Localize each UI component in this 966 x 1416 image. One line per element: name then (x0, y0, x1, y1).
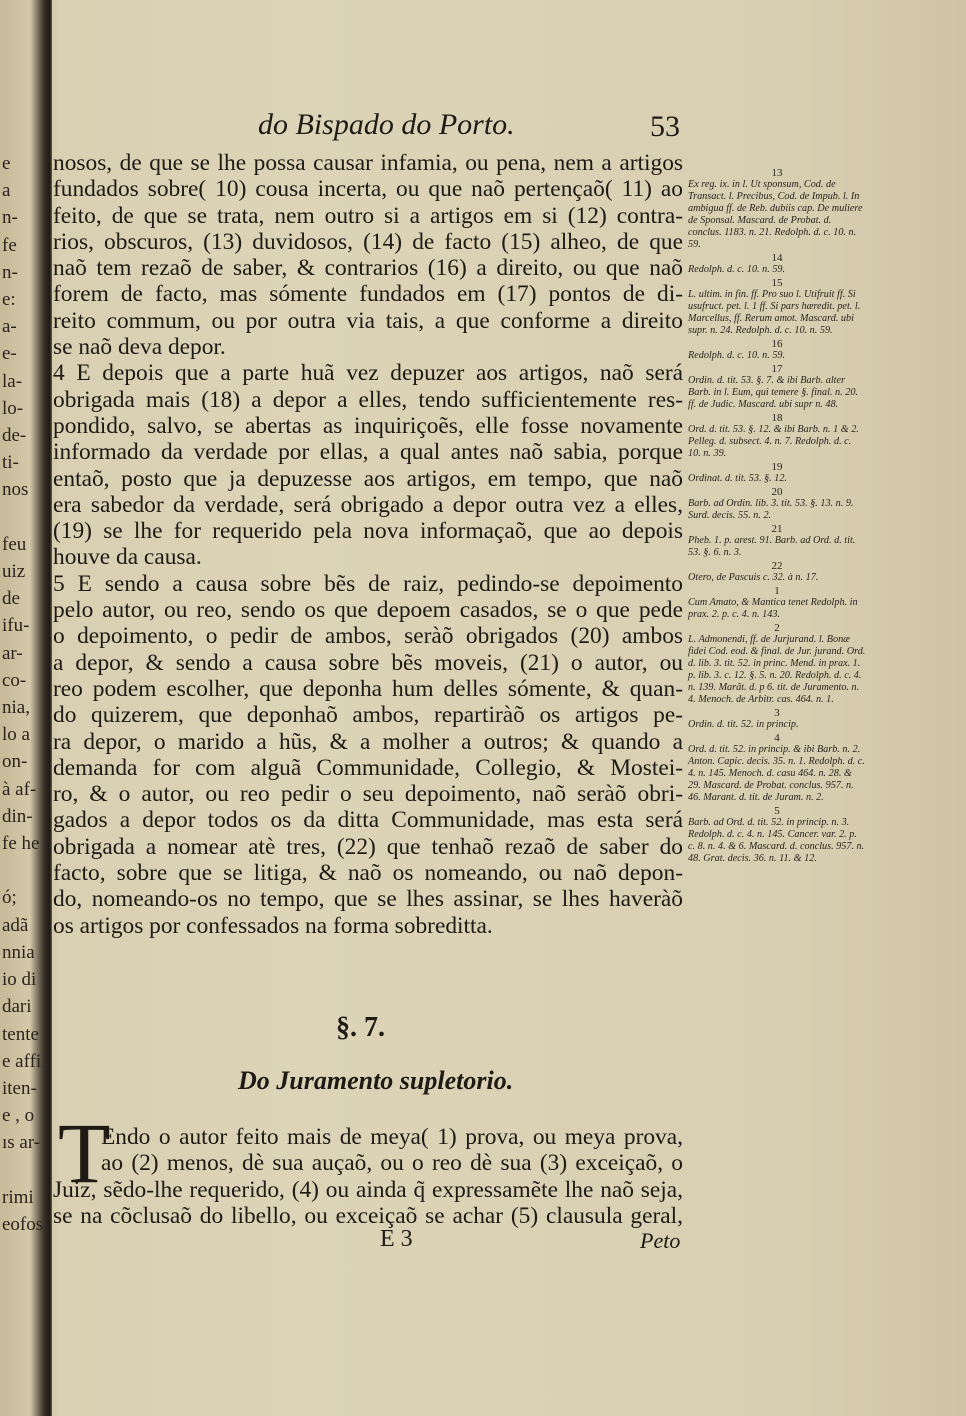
text-line: ra depor, o marido a hũs, & a molher a outros; & quando a (53, 728, 683, 755)
text-line: rios, obscuros, (13) duvidosos, (14) de facto (15) alheo, de que (53, 228, 683, 255)
note-text: L. Admonendi, ff. de Jurjurand. l. Bonæ fidei Cod. eod. & final. de Jur. jurand. Ord. d. lib. 3. tit. 52. in princ. Mend. in prax. 1. p. lib. 3. c. 12. §. 5. n. 20. Redolph. d. c. 4. n. 139. Marãt. d. p 6. tit. de Juramento. n. 4. Menoch. de Arbitr. cas. 464. n. 1. (688, 634, 866, 705)
text-line: forem de facto, mas sómente fundados em (17) pontos de di- (53, 281, 683, 308)
gutter-fragment: adã (2, 914, 29, 936)
text-line: Endo o autor feito mais de meya( 1) prova, ou meya prova, (101, 1124, 683, 1150)
note-number: 1 (774, 585, 780, 597)
gutter-fragment: dari (2, 996, 32, 1018)
gutter-fragment: de- (2, 425, 27, 447)
text-line: obrigada a nomear atè tres, (22) que tenhaõ rezaõ de saber do (53, 833, 683, 860)
gutter-fragment: à af- (2, 778, 37, 800)
marginal-note (688, 561, 866, 584)
note-number: 2 (774, 622, 780, 634)
gutter-fragment: a (2, 180, 11, 202)
gutter-fragment: rimi (2, 1186, 34, 1208)
note-text: Cum Amato, & Mantica tenet Redolph. in prax. 2. p. c. 4. n. 143. (688, 597, 858, 620)
section-heading: §. 7. (336, 1012, 385, 1043)
gutter-fragment: lo- (2, 397, 24, 419)
text-line: 5 E sendo a causa sobre bẽs de raiz, pedindo-se depoimento (53, 570, 683, 597)
note-text: Barb. ad Ord. d. tit. 52. in princip. n. 3. Redolph. d. c. 4. n. 145. Cancer. var. 2. p. c. 8. n. 4. & 6. Mascard. d. conclus. 957. n. 48. Grat. decis. 36. n. 11. & 12. (688, 817, 865, 864)
gutter-fragment: e- (2, 343, 17, 365)
note-text: Ordinat. d. tit. 53. §. 12. (688, 473, 787, 484)
text-line: obrigada mais (18) a depor a elles, tendo sufficientemente res- (53, 386, 683, 413)
marginal-note (688, 487, 866, 522)
note-text: Ordin. d. tit. 53. §. 7. & ibi Barb. alter Barb. in l. Eum, qui temere §. final. n. 20. ff. de Judic. Mascard. ubi supr n. 48. (688, 375, 858, 410)
gutter-fragment: de (2, 588, 20, 610)
gutter-fragment: a- (2, 316, 17, 338)
note-number: 13 (771, 167, 783, 179)
gutter-fragment: e , o (2, 1105, 35, 1127)
note-text: Ordin. d. tit. 52. in princip. (688, 719, 799, 730)
text-line: se na cõclusaõ do libello, ou exceiçaõ se achar (5) clausula geral, (53, 1202, 683, 1229)
note-text: Redolph. d. c. 10. n. 59. (688, 264, 786, 275)
text-line: naõ tem rezaõ de saber, & contrarios (16) a direito, ou que naõ (53, 255, 683, 282)
gutter-fragment: lo a (2, 724, 30, 746)
note-number: 21 (771, 523, 783, 535)
text-line: demanda for com alguã Communidade, Collegio, & Mostei- (53, 754, 683, 781)
running-header (258, 104, 698, 148)
facing-page-fragments (2, 150, 44, 1238)
marginal-note (688, 413, 866, 460)
note-text: Pheb. 1. p. arest. 91. Barb. ad Ord. d. tit. 53. §. 6. n. 3. (688, 535, 856, 558)
gutter-fragment (2, 1157, 38, 1184)
gutter-fragment: feu (2, 533, 27, 555)
gutter-fragment (2, 857, 38, 884)
text-line: pondido, salvo, se abertas as inquiriçoẽs, elle fosse novamente (53, 412, 683, 439)
page-number: 53 (650, 110, 680, 143)
gutter-fragment: din- (2, 805, 33, 827)
note-number: 19 (771, 461, 783, 473)
section-subtitle: Do Juramento supletorio. (238, 1066, 514, 1095)
note-number: 22 (771, 560, 783, 572)
gutter-fragment: co- (2, 669, 27, 691)
gutter-fragment: e: (2, 289, 16, 311)
text-line: fundados sobre( 10) cousa incerta, ou que naõ pertençaõ( 11) ao (53, 176, 683, 203)
note-number: 14 (771, 252, 783, 264)
gutter-fragment: eofos (2, 1213, 44, 1235)
marginal-note (688, 623, 866, 706)
text-line: reo podem escolher, que deponha hum delles sómente, & quan- (53, 675, 683, 702)
text-line: entaõ, posto que ja depuzesse aos artigos, em tempo, que naõ (53, 465, 683, 492)
text-line: Juiz, sẽdo-lhe requerido, (4) ou ainda q̃ expressamẽte lhe naõ seja, (53, 1176, 683, 1203)
text-line: ao (2) menos, dè sua auçaõ, ou o reo dè sua (3) exceiçaõ, o (101, 1150, 683, 1177)
gutter-fragment: la- (2, 370, 23, 392)
text-line: era sabedor da verdade, será obrigado a depor outra vez a elles, (53, 491, 683, 518)
text-line: facto, sobre que se litiga, & naõ os nomeando, ou naõ depon- (53, 860, 683, 887)
gutter-fragment: ti- (2, 452, 19, 474)
note-number: 20 (771, 486, 783, 498)
gutter-fragment: nia, (2, 697, 30, 719)
marginal-note (688, 462, 866, 485)
gutter-fragment: on- (2, 751, 28, 773)
gutter-fragment: n- (2, 261, 18, 283)
text-line: ro, & o autor, ou reo pedir o seu depoimento, naõ seràõ obri- (53, 781, 683, 808)
marginal-notes (688, 168, 866, 867)
marginal-note (688, 278, 866, 337)
text-line: a depor, & sendo a causa sobre bẽs moveis, (21) o autor, ou (53, 649, 683, 676)
note-number: 4 (774, 732, 780, 744)
note-text: L. ultim. in fin. ff. Pro suo l. Utifruit ff. Si usufruct. pet. l. 1 ff. Si pars hæredit. pet. l. Marcellus, ff. Rerum amot. Mascard. ubi supr. n. 24. Redolph. d. c. 10. n. 59. (688, 289, 861, 336)
text-line: se naõ deva depor. (53, 334, 226, 361)
text-line: 4 E depois que a parte huã vez depuzer aos artigos, naõ será (53, 360, 683, 387)
marginal-note (688, 733, 866, 804)
catchword: Peto (640, 1228, 681, 1253)
text-line: (19) se lhe for requerido pela nova informaçaõ, que ao depois (53, 518, 683, 545)
main-text-block (53, 150, 683, 939)
marginal-note (688, 708, 866, 731)
text-line: feito, de que se trata, nem outro si a artigos em si (12) contra- (53, 202, 683, 229)
marginal-note (688, 806, 866, 865)
gutter-fragment: fe (2, 234, 17, 256)
note-number: 17 (771, 363, 783, 375)
text-line: do quizerem, que deponhaõ ambos, repartiràõ os artigos pe- (53, 702, 683, 729)
facing-page-gutter (0, 0, 52, 1416)
gutter-fragment: nos (2, 479, 29, 501)
note-text: Otero, de Pascuis c. 32. à n. 17. (688, 572, 819, 583)
note-text: Ex reg. ix. in l. Ut sponsum, Cod. de Transact. l. Precibus, Cod. de Impub. l. In ambigua ff. de Reb. dubiis cap. De muliere de Sponsal. Mascard. de Probat. d. conclus. 1183. n. 21. Redolph. d. c. 10. n. 59. (688, 179, 863, 250)
gutter-fragment: ó; (2, 887, 17, 909)
marginal-note (688, 364, 866, 411)
gutter-fragment: ifu- (2, 615, 30, 637)
gutter-fragment: ar- (2, 642, 23, 664)
section-text-block (53, 1124, 683, 1229)
gutter-fragment: e affi (2, 1050, 42, 1072)
note-text: Barb. ad Ordin. lib. 3. tit. 53. §. 13. n. 9. Surd. decis. 55. n. 2. (688, 498, 854, 521)
note-text: Ord. d. tit. 53. §. 12. & ibi Barb. n. 1 & 2. Pelleg. d. subsect. 4. n. 7. Redolph. d. c. 10. n. 39. (688, 424, 859, 459)
note-number: 18 (771, 412, 783, 424)
text-line: gados a depor todos os da ditta Communidade, mas esta será (53, 807, 683, 834)
gutter-fragment: tente (2, 1023, 39, 1045)
note-text: Ord. d. tit. 52. in princip. & ibi Barb. n. 2. Anton. Capic. decis. 35. n. 1. Redolph. d. c. 4. n. 145. Menoch. d. casu 464. n. 28. & 29. Mascard. de Probat. conclus. 957. n. 46. Marant. d. tit. de Juram. n. 2. (688, 744, 865, 803)
marginal-note (688, 339, 866, 362)
marginal-note (688, 168, 866, 251)
text-line: reito commum, ou por outra via tais, a que conforme a direito (53, 307, 683, 334)
text-line: nosos, de que se lhe possa causar infamia, ou pena, nem a artigos (53, 150, 683, 176)
gutter-fragment: ıs ar- (2, 1132, 41, 1154)
note-number: 16 (771, 338, 783, 350)
text-line: informado da verdade por ellas, a qual antes naõ sabia, porque (53, 439, 683, 466)
gutter-fragment: n- (2, 207, 18, 229)
signature-mark: E 3 (380, 1226, 413, 1252)
text-line: pelo autor, ou reo, sendo os que depoem casados, se o que pede (53, 597, 683, 624)
gutter-fragment: iten- (2, 1077, 37, 1099)
note-number: 3 (774, 707, 780, 719)
marginal-note (688, 253, 866, 276)
marginal-note (688, 524, 866, 559)
gutter-fragment: nnia (2, 941, 35, 963)
text-line: os artigos por confessados na forma sobreditta. (53, 912, 493, 939)
text-line: houve da causa. (53, 544, 202, 571)
marginal-note (688, 586, 866, 621)
gutter-fragment: uiz (2, 561, 26, 583)
note-number: 5 (774, 805, 780, 817)
gutter-fragment (2, 504, 38, 531)
text-line: do, nomeando-os no tempo, que se lhes assinar, se lhes haveràõ (53, 886, 683, 913)
gutter-fragment: fe he (2, 833, 40, 855)
gutter-fragment: e (2, 153, 11, 174)
drop-capital: T (58, 1105, 111, 1201)
note-number: 15 (771, 277, 783, 289)
gutter-fragment: io di (2, 969, 37, 991)
text-line: o depoimento, o pedir de ambos, seràõ obrigados (20) ambos (53, 623, 683, 650)
running-title: do Bispado do Porto. (258, 108, 515, 141)
note-text: Redolph. d. c. 10. n. 59. (688, 350, 786, 361)
